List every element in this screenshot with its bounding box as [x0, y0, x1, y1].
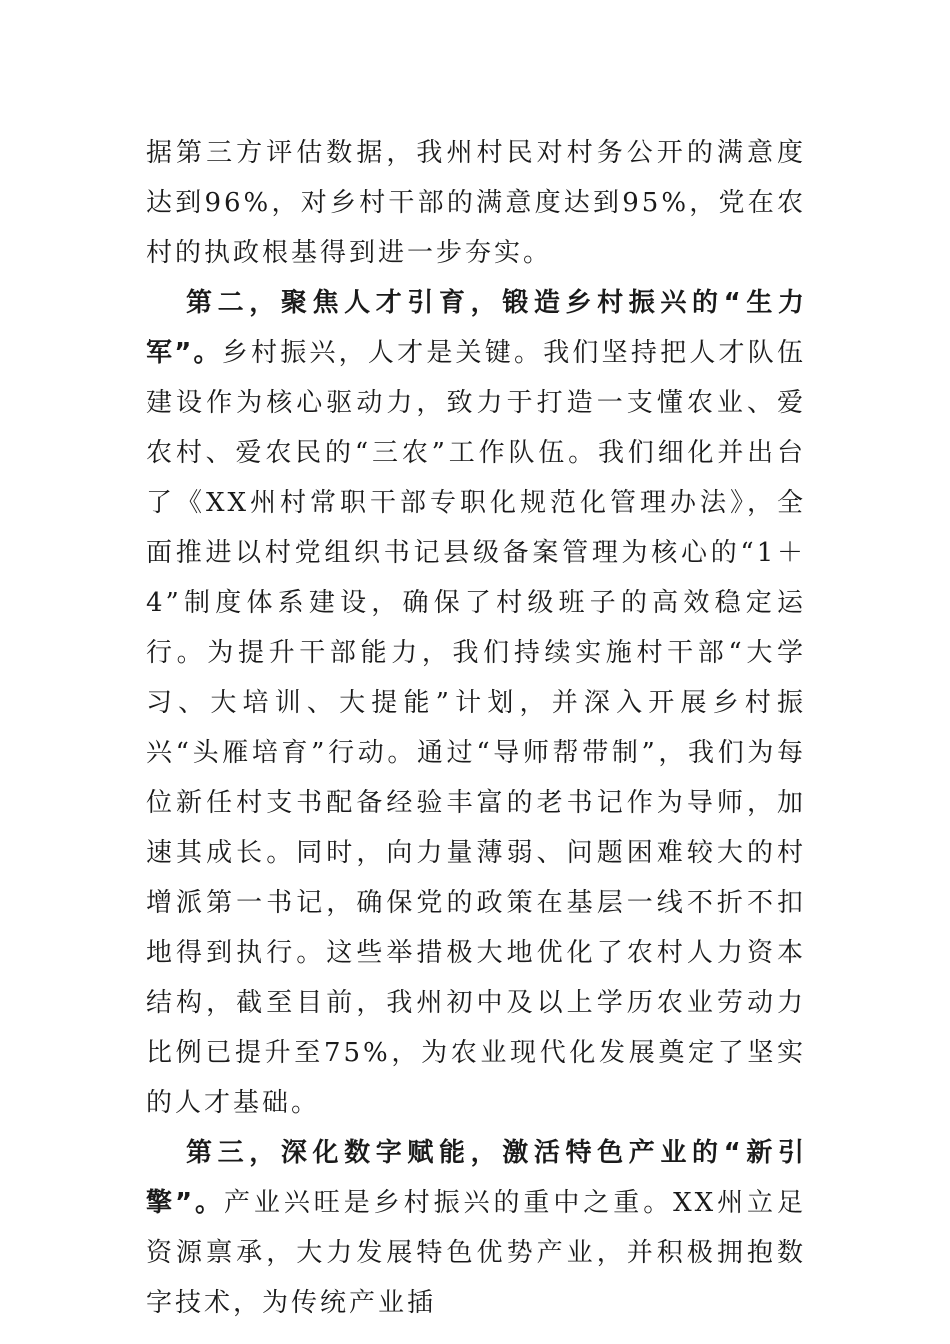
paragraph-digital: [146, 1128, 806, 1328]
paragraph-text: 据第三方评估数据，我州村民对村务公开的满意度达到96%，对乡村干部的满意度达到95%，党在农村的执政根基得到进一步夯实。: [146, 138, 806, 268]
document-body: [146, 128, 806, 1328]
paragraph-continuation: [146, 128, 806, 278]
paragraph-talent: [146, 278, 806, 1128]
paragraph-heading: 第三，深化数字赋能，激活特色产业的“新引擎”。: [146, 1138, 806, 1218]
paragraph-text: 产业兴旺是乡村振兴的重中之重。XX州立足资源禀承，大力发展特色优势产业，并积极拥抱数字技术，为传统产业插: [146, 1188, 806, 1318]
paragraph-heading: 第二，聚焦人才引育，锻造乡村振兴的“生力军”。: [146, 288, 806, 368]
paragraph-text: 乡村振兴，人才是关键。我们坚持把人才队伍建设作为核心驱动力，致力于打造一支懂农业、爱农村、爱农民的“三农”工作队伍。我们细化并出台了《XX州村常职干部专职化规范化管理办法》，全面推进以村党组织书记县级备案管理为核心的“1＋4”制度体系建设，确保了村级班子的高效稳定运行。为提升干部能力，我们持续实施村干部“大学习、大培训、大提能”计划，并深入开展乡村振兴“头雁培育”行动。通过“导师帮带制”，我们为每位新任村支书配备经验丰富的老书记作为导师，加速其成长。同时，向力量薄弱、问题困难较大的村增派第一书记，确保党的政策在基层一线不折不扣地得到执行。这些举措极大地优化了农村人力资本结构，截至目前，我州初中及以上学历农业劳动力比例已提升至75%，为农业现代化发展奠定了坚实的人才基础。: [146, 338, 806, 1118]
